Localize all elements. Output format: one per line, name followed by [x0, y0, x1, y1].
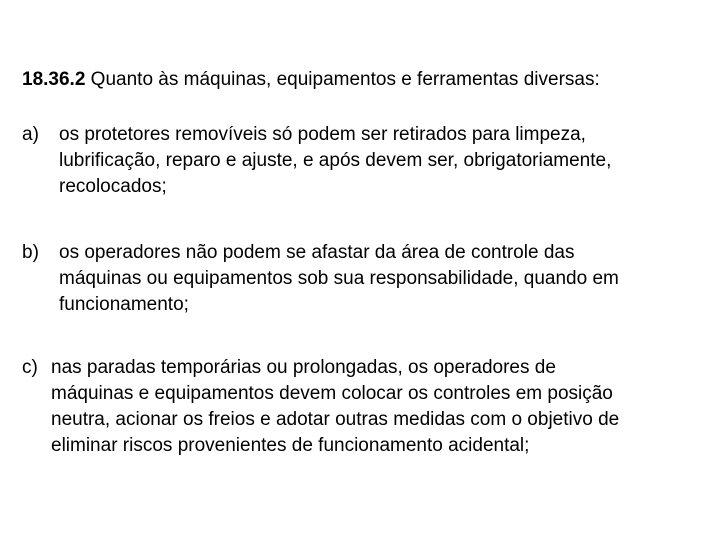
item-b-line-1: os operadores não podem se afastar da área de controle das: [59, 242, 575, 263]
item-c-line-4: eliminar riscos provenientes de funcionamento acidental;: [51, 435, 530, 456]
list-marker-b: b): [22, 242, 39, 263]
list-item-c: [22, 355, 714, 459]
list-item-a: [22, 122, 714, 200]
list-marker-a: a): [22, 124, 39, 145]
item-a-line-3: recolocados;: [59, 176, 167, 197]
item-b-line-3: funcionamento;: [59, 294, 189, 315]
section-title: Quanto às máquinas, equipamentos e ferramentas diversas:: [85, 69, 600, 90]
item-c-line-1: nas paradas temporárias ou prolongadas, os operadores de: [51, 357, 556, 378]
item-a-line-2: lubrificação, reparo e ajuste, e após devem ser, obrigatoriamente,: [59, 150, 612, 171]
section-heading: [22, 67, 712, 93]
item-c-line-3: neutra, acionar os freios e adotar outras medidas com o objetivo de: [51, 409, 620, 430]
section-number: 18.36.2: [22, 69, 86, 90]
item-b-line-2: máquinas ou equipamentos sob sua responsabilidade, quando em: [59, 268, 619, 289]
list-marker-c: c): [22, 357, 38, 378]
item-c-line-2: máquinas e equipamentos devem colocar os controles em posição: [51, 383, 613, 404]
item-a-line-1: os protetores removíveis só podem ser retirados para limpeza,: [59, 124, 586, 145]
list-item-b: [22, 240, 714, 318]
